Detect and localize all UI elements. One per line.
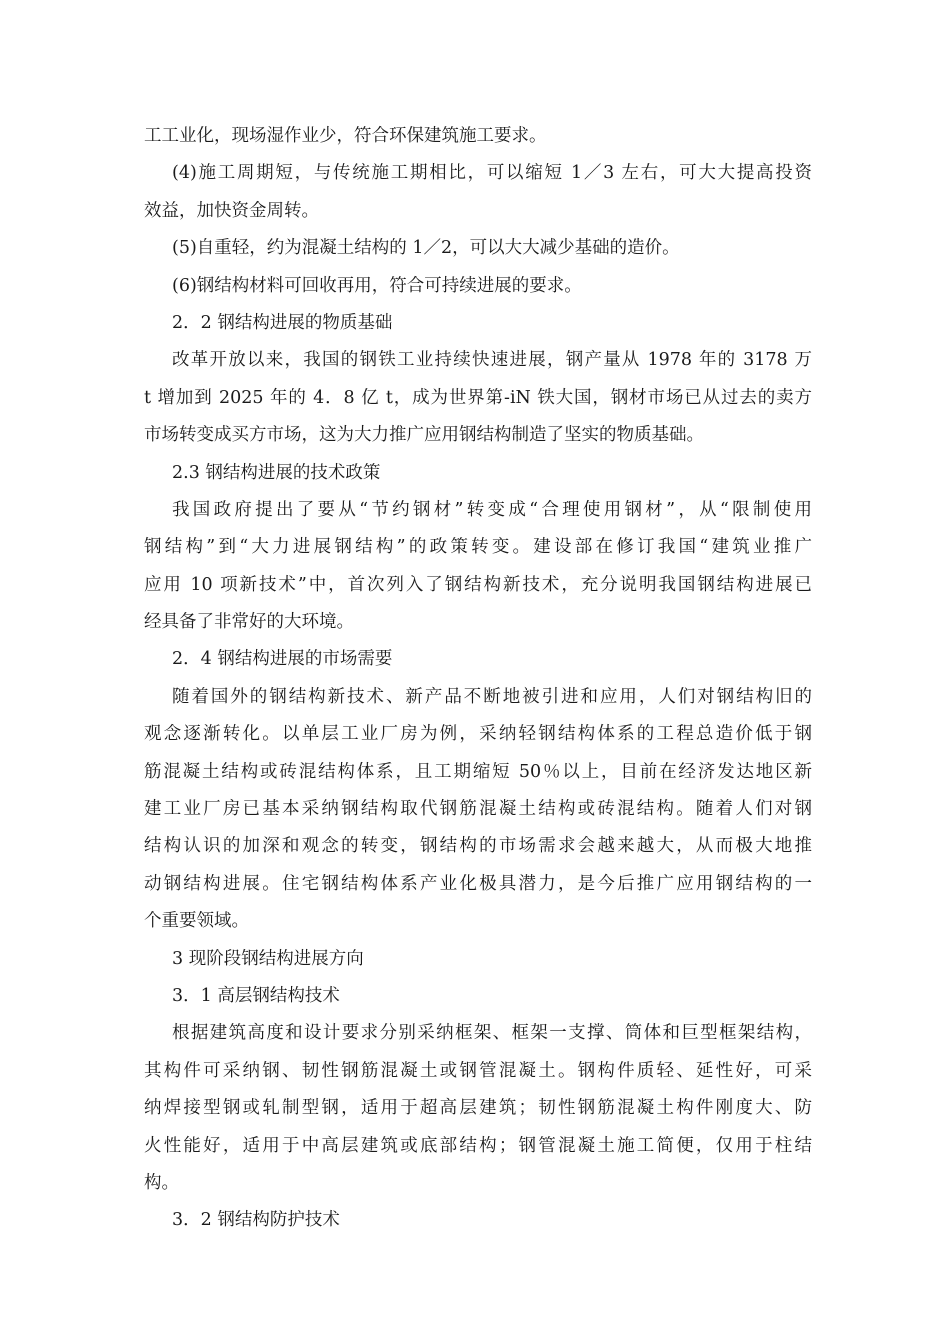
paragraph-line: 建工业厂房已基本采纳钢结构取代钢筋混凝土结构或砖混结构。随着人们对钢 [144,799,812,820]
section-heading: 3．1 高层钢结构技术 [172,985,340,1006]
paragraph-line: 构。 [144,1172,179,1193]
document-body [144,118,812,1240]
section-heading: 2．4 钢结构进展的市场需要 [172,649,393,670]
paragraph-line: 应用 10 项新技术”中，首次列入了钢结构新技术，充分说明我国钢结构进展已 [144,574,812,595]
section-heading: 3 现阶段钢结构进展方向 [172,948,364,969]
paragraph-line: t 增加到 2025 年的 4．8 亿 t，成为世界第-iN 铁大国，钢材市场已从过去的卖方 [144,387,812,408]
paragraph-line: 纳焊接型钢或轧制型钢，适用于超高层建筑；韧性钢筋混凝土构件刚度大、防 [144,1098,812,1119]
paragraph-line: 工工业化，现场湿作业少，符合环保建筑施工要求。 [144,126,547,146]
paragraph-line: 其构件可采纳钢、韧性钢筋混凝土或钢管混凝土。钢构件质轻、延性好，可采 [144,1060,812,1081]
section-heading: 2.3 钢结构进展的技术政策 [172,462,381,483]
paragraph-line: 根据建筑高度和设计要求分别采纳框架、框架一支撑、筒体和巨型框架结构， [172,1023,812,1044]
paragraph-line: 改革开放以来，我国的钢铁工业持续快速进展，钢产量从 1978 年的 3178 万 [172,350,812,371]
paragraph-line: 动钢结构进展。住宅钢结构体系产业化极具潜力，是今后推广应用钢结构的一 [144,873,812,894]
paragraph-line: 我国政府提出了要从“节约钢材”转变成“合理使用钢材”，从“限制使用 [172,499,812,520]
paragraph-line: 观念逐渐转化。以单层工业厂房为例，采纳轻钢结构体系的工程总造价低于钢 [144,724,812,745]
paragraph-line: 个重要领域。 [144,911,249,932]
section-heading: 2．2 钢结构进展的物质基础 [172,312,393,333]
section-heading: 3．2 钢结构防护技术 [172,1210,340,1231]
paragraph-line: 随着国外的钢结构新技术、新产品不断地被引进和应用，人们对钢结构旧的 [172,686,812,707]
list-item-line: (6)钢结构材料可回收再用，符合可持续进展的要求。 [172,275,582,296]
paragraph-line: 市场转变成买方市场，这为大力推广应用钢结构制造了坚实的物质基础。 [144,425,704,446]
paragraph-line: 经具备了非常好的大环境。 [144,612,354,633]
list-item-line: 效益，加快资金周转。 [144,200,319,221]
paragraph-line: 结构认识的加深和观念的转变，钢结构的市场需求会越来越大，从而极大地推 [144,836,812,857]
paragraph-line: 钢结构”到“大力进展钢结构”的政策转变。建设部在修订我国“建筑业推广 [144,537,812,558]
list-item-line: (5)自重轻，约为混凝土结构的 1／2，可以大大减少基础的造价。 [172,238,680,259]
list-item-line: (4)施工周期短，与传统施工期相比，可以缩短 1／3 左右，可大大提高投资 [172,163,812,184]
paragraph-line: 火性能好，适用于中高层建筑或底部结构；钢管混凝土施工简便，仅用于柱结 [144,1135,812,1156]
paragraph-line: 筋混凝土结构或砖混结构体系，且工期缩短 50％以上，目前在经济发达地区新 [144,761,812,782]
